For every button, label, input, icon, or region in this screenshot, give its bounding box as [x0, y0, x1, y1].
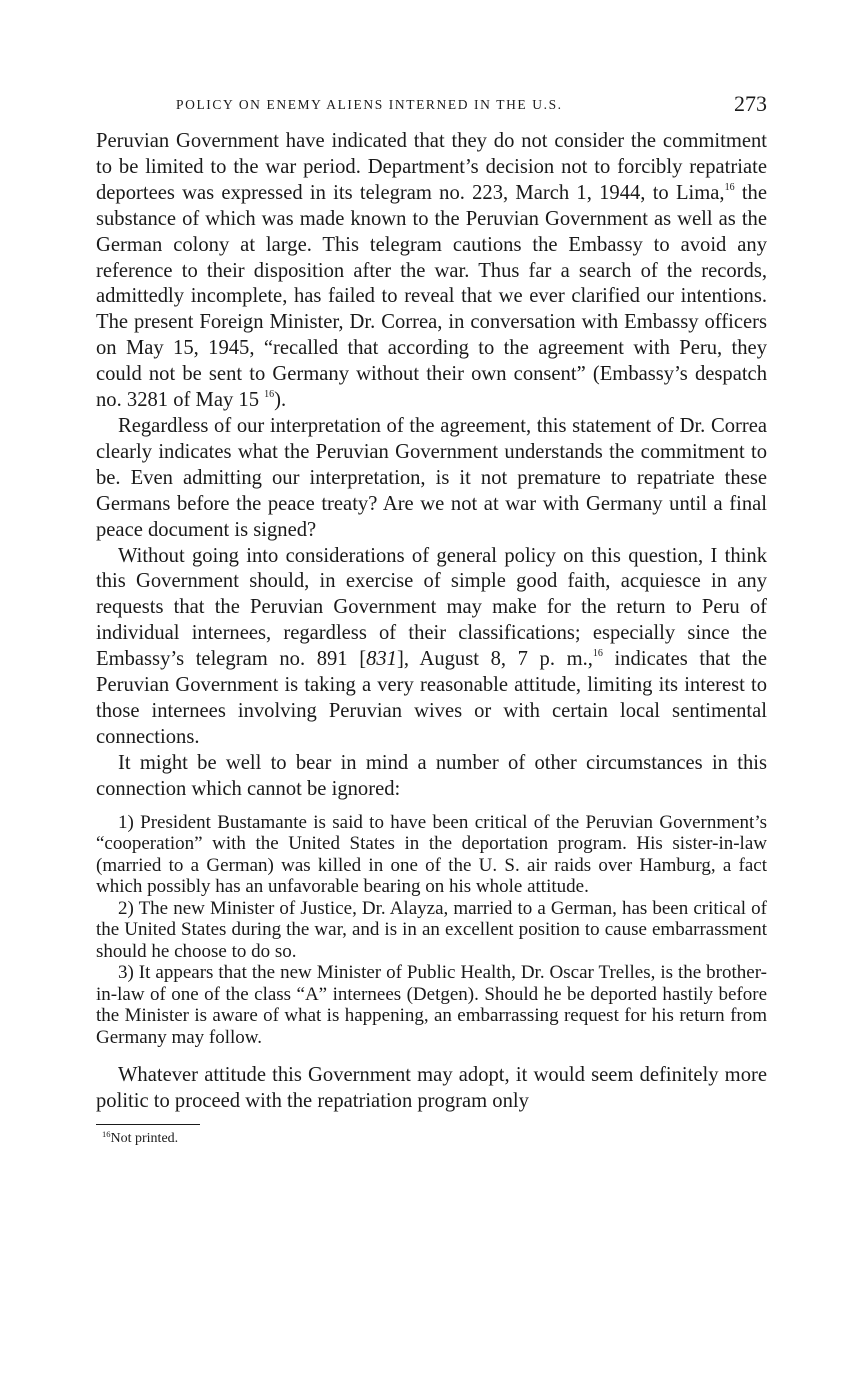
- running-header: [96, 88, 767, 128]
- quote-item: 3) It appears that the new Minister of Public Health, Dr. Oscar Trelles, is the brother-in-law of one of the class “A” internees (Detgen). Should he be deported hastily before the Minister is aware of what is happening, an embarrassing request for his return from Germany may follow.: [96, 962, 767, 1048]
- quote-item: 1) President Bustamante is said to have been critical of the Peruvian Government’s “cooperation” with the United States in the deportation program. His sister-in-law (married to a German) was killed in one of the U. S. air raids over Hamburg, a fact which possibly has an unfavorable bearing on his whole attitude.: [96, 811, 767, 898]
- paragraph-1-text-c: ).: [274, 389, 287, 412]
- footnote: [102, 1130, 767, 1148]
- paragraph-1-text-b: the substance of which was made known to the Peruvian Government as well as the German colony at large. This telegram cautions the Embassy to avoid any reference to their disposition after the war. Thus far a search of the records, admittedly incomplete, has failed to reveal that we ever clarified our intentions. The present Foreign Minister, Dr. Correa, in conversation with Embassy officers on May 15, 1945, “recalled that according to the agreement with Peru, they could not be sent to Germany without their own consent” (Embassy’s despatch no. 3281 of May 15: [96, 181, 767, 412]
- paragraph-1: [96, 129, 767, 414]
- footnote-divider: [96, 1124, 200, 1125]
- paragraph-3-text-b: ], August 8, 7 p. m.,: [396, 648, 593, 671]
- paragraph-2: Regardless of our interpretation of the agreement, this statement of Dr. Correa clearly indicates what the Peruvian Government understands the commitment to be. Even admitting our interpretation, is it not premature to repatriate these Germans before the peace treaty? Are we not at war with Germany until a final peace document is signed?: [96, 414, 767, 541]
- footnote-text: Not printed.: [110, 1130, 179, 1146]
- footnote-ref: 16: [264, 389, 275, 401]
- paragraph-1-text-a: Peruvian Government have indicated that they do not consider the commitment to be limited to the war period. Department’s decision not to forcibly repatriate deportees was expressed in its telegram no. 223, March 1, 1944, to Lima,: [96, 130, 767, 204]
- footnote-ref: 16: [592, 648, 603, 660]
- document-reference: 831: [366, 648, 397, 671]
- paragraph-3: [96, 544, 767, 751]
- running-title: POLICY ON ENEMY ALIENS INTERNED IN THE U.S.: [176, 97, 563, 112]
- quote-item: 2) The new Minister of Justice, Dr. Alayza, married to a German, has been critical of the United States during the war, and is in an excellent position to cause embarrassment should he choose to do so.: [96, 897, 767, 962]
- paragraph-4: It might be well to bear in mind a number of other circumstances in this connection which cannot be ignored:: [96, 751, 767, 800]
- document-page: [96, 88, 767, 1148]
- paragraph-5: Whatever attitude this Government may adopt, it would seem definitely more politic to proceed with the repatriation program only: [96, 1064, 767, 1112]
- numbered-quote-block: [96, 812, 767, 1049]
- paragraph-3-text-a: Without going into considerations of general policy on this question, I think this Government should, in exercise of simple good faith, acquiesce in any requests that the Peruvian Government may make for the return to Peru of individual internees, regardless of their classifications; especially since the Embassy’s telegram no. 891 [: [96, 544, 767, 671]
- page-number: 273: [734, 91, 767, 116]
- footnote-ref: 16: [724, 181, 735, 193]
- paragraph-3-text-c: indicates that the Peruvian Government is taking a very reasonable attitude, limiting its interest to those internees involving Peruvian wives or with certain local sentimental connections.: [96, 648, 767, 748]
- footnote-marker: 16: [102, 1128, 111, 1139]
